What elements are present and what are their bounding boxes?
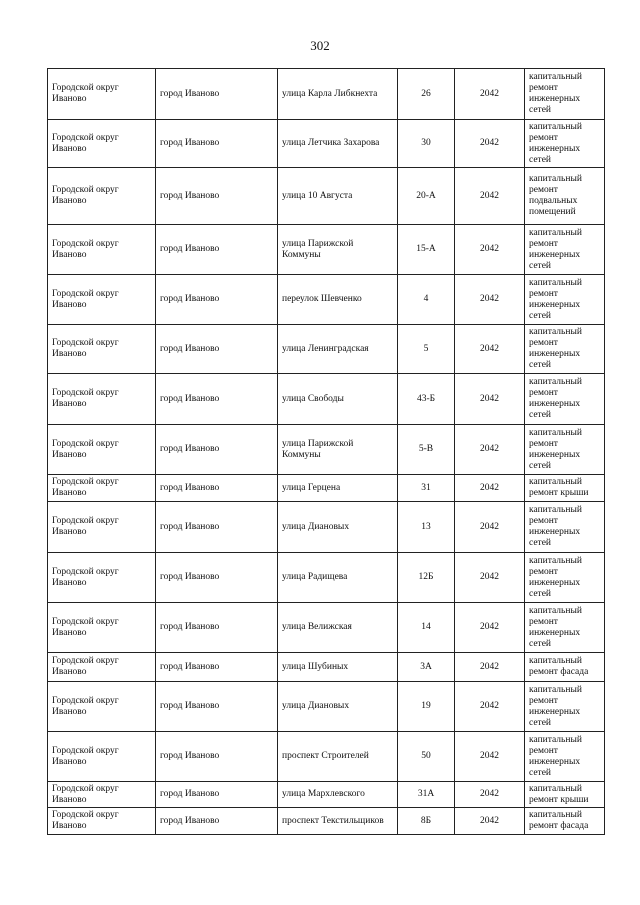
table-row — [48, 553, 605, 603]
work-type-cell: капитальный ремонт инженерных сетей — [525, 374, 605, 425]
year-cell: 2042 — [455, 782, 525, 808]
street-cell: улица Летчика Захарова — [278, 120, 398, 168]
district-cell: Городской округ Иваново — [48, 275, 156, 325]
house-number-cell: 13 — [398, 502, 455, 553]
city-cell: город Иваново — [156, 553, 278, 603]
table-row — [48, 782, 605, 808]
district-cell: Городской округ Иваново — [48, 374, 156, 425]
street-cell: проспект Строителей — [278, 732, 398, 782]
house-number-cell: 20-А — [398, 168, 455, 225]
district-cell: Городской округ Иваново — [48, 120, 156, 168]
work-type-cell: капитальный ремонт инженерных сетей — [525, 275, 605, 325]
work-type-cell: капитальный ремонт подвальных помещений — [525, 168, 605, 225]
district-cell: Городской округ Иваново — [48, 682, 156, 732]
work-type-cell: капитальный ремонт инженерных сетей — [525, 325, 605, 374]
work-type-cell: капитальный ремонт инженерных сетей — [525, 732, 605, 782]
district-cell: Городской округ Иваново — [48, 225, 156, 275]
table-row — [48, 225, 605, 275]
street-cell: улица Велижская — [278, 603, 398, 653]
district-cell: Городской округ Иваново — [48, 553, 156, 603]
year-cell: 2042 — [455, 374, 525, 425]
table-row — [48, 425, 605, 475]
table-row — [48, 808, 605, 835]
city-cell: город Иваново — [156, 225, 278, 275]
city-cell: город Иваново — [156, 808, 278, 835]
work-type-cell: капитальный ремонт инженерных сетей — [525, 120, 605, 168]
street-cell: улица Герцена — [278, 475, 398, 502]
house-number-cell: 4 — [398, 275, 455, 325]
year-cell: 2042 — [455, 653, 525, 682]
street-cell: улица Радищева — [278, 553, 398, 603]
table-row — [48, 325, 605, 374]
city-cell: город Иваново — [156, 782, 278, 808]
street-cell: улица Парижской Коммуны — [278, 425, 398, 475]
street-cell: переулок Шевченко — [278, 275, 398, 325]
district-cell: Городской округ Иваново — [48, 69, 156, 120]
house-number-cell: 30 — [398, 120, 455, 168]
work-type-cell: капитальный ремонт фасада — [525, 808, 605, 835]
year-cell: 2042 — [455, 275, 525, 325]
city-cell: город Иваново — [156, 168, 278, 225]
district-cell: Городской округ Иваново — [48, 475, 156, 502]
district-cell: Городской округ Иваново — [48, 732, 156, 782]
table-row — [48, 732, 605, 782]
house-number-cell: 8Б — [398, 808, 455, 835]
house-number-cell: 26 — [398, 69, 455, 120]
year-cell: 2042 — [455, 120, 525, 168]
city-cell: город Иваново — [156, 69, 278, 120]
city-cell: город Иваново — [156, 425, 278, 475]
district-cell: Городской округ Иваново — [48, 603, 156, 653]
year-cell: 2042 — [455, 732, 525, 782]
table-row — [48, 653, 605, 682]
city-cell: город Иваново — [156, 475, 278, 502]
table-row — [48, 475, 605, 502]
street-cell: улица Парижской Коммуны — [278, 225, 398, 275]
street-cell: проспект Текстильщиков — [278, 808, 398, 835]
work-type-cell: капитальный ремонт инженерных сетей — [525, 225, 605, 275]
table-row — [48, 603, 605, 653]
work-type-cell: капитальный ремонт инженерных сетей — [525, 603, 605, 653]
year-cell: 2042 — [455, 808, 525, 835]
table-body — [48, 69, 605, 835]
year-cell: 2042 — [455, 603, 525, 653]
work-type-cell: капитальный ремонт инженерных сетей — [525, 425, 605, 475]
district-cell: Городской округ Иваново — [48, 325, 156, 374]
house-number-cell: 50 — [398, 732, 455, 782]
district-cell: Городской округ Иваново — [48, 808, 156, 835]
city-cell: город Иваново — [156, 653, 278, 682]
street-cell: улица Шубиных — [278, 653, 398, 682]
year-cell: 2042 — [455, 502, 525, 553]
district-cell: Городской округ Иваново — [48, 653, 156, 682]
street-cell: улица Мархлевского — [278, 782, 398, 808]
district-cell: Городской округ Иваново — [48, 502, 156, 553]
city-cell: город Иваново — [156, 374, 278, 425]
house-number-cell: 15-А — [398, 225, 455, 275]
city-cell: город Иваново — [156, 275, 278, 325]
house-number-cell: 12Б — [398, 553, 455, 603]
street-cell: улица Диановых — [278, 682, 398, 732]
work-type-cell: капитальный ремонт инженерных сетей — [525, 69, 605, 120]
house-number-cell: 3А — [398, 653, 455, 682]
year-cell: 2042 — [455, 475, 525, 502]
house-number-cell: 19 — [398, 682, 455, 732]
street-cell: улица Карла Либкнехта — [278, 69, 398, 120]
work-type-cell: капитальный ремонт инженерных сетей — [525, 502, 605, 553]
house-number-cell: 43-Б — [398, 374, 455, 425]
year-cell: 2042 — [455, 553, 525, 603]
house-number-cell: 5-В — [398, 425, 455, 475]
city-cell: город Иваново — [156, 732, 278, 782]
year-cell: 2042 — [455, 682, 525, 732]
house-number-cell: 31 — [398, 475, 455, 502]
table-row — [48, 682, 605, 732]
table-row — [48, 120, 605, 168]
year-cell: 2042 — [455, 325, 525, 374]
work-type-cell: капитальный ремонт фасада — [525, 653, 605, 682]
repair-schedule-table — [47, 68, 605, 835]
house-number-cell: 14 — [398, 603, 455, 653]
city-cell: город Иваново — [156, 502, 278, 553]
street-cell: улица 10 Августа — [278, 168, 398, 225]
work-type-cell: капитальный ремонт крыши — [525, 475, 605, 502]
table-row — [48, 168, 605, 225]
year-cell: 2042 — [455, 168, 525, 225]
table-row — [48, 69, 605, 120]
year-cell: 2042 — [455, 425, 525, 475]
city-cell: город Иваново — [156, 325, 278, 374]
district-cell: Городской округ Иваново — [48, 425, 156, 475]
page-number: 302 — [310, 38, 330, 53]
street-cell: улица Диановых — [278, 502, 398, 553]
work-type-cell: капитальный ремонт крыши — [525, 782, 605, 808]
work-type-cell: капитальный ремонт инженерных сетей — [525, 553, 605, 603]
street-cell: улица Свободы — [278, 374, 398, 425]
table-row — [48, 502, 605, 553]
district-cell: Городской округ Иваново — [48, 168, 156, 225]
year-cell: 2042 — [455, 225, 525, 275]
city-cell: город Иваново — [156, 120, 278, 168]
house-number-cell: 5 — [398, 325, 455, 374]
year-cell: 2042 — [455, 69, 525, 120]
table-row — [48, 275, 605, 325]
street-cell: улица Ленинградская — [278, 325, 398, 374]
house-number-cell: 31А — [398, 782, 455, 808]
table-row — [48, 374, 605, 425]
city-cell: город Иваново — [156, 682, 278, 732]
district-cell: Городской округ Иваново — [48, 782, 156, 808]
work-type-cell: капитальный ремонт инженерных сетей — [525, 682, 605, 732]
city-cell: город Иваново — [156, 603, 278, 653]
